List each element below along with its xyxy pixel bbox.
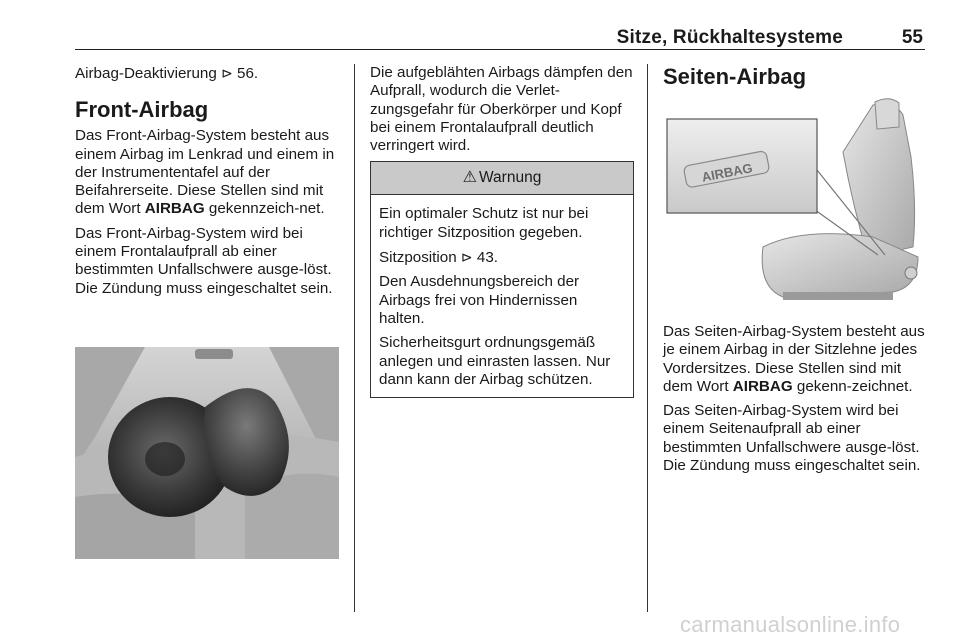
column-divider-1 <box>354 64 355 612</box>
column-right <box>663 64 927 94</box>
airbag-deactivation-ref[interactable]: Airbag-Deaktivierung ⊳ 56. <box>75 65 259 82</box>
page-header <box>75 25 925 50</box>
warning-paragraph-4: Sicherheitsgurt ordnungsgemäß anlegen und einrasten lassen. Nur dann kann der Airbag schützen. <box>379 334 611 388</box>
reference-arrow-icon: ⊳ <box>221 65 233 81</box>
column-middle <box>370 64 634 398</box>
column-right-text <box>663 323 927 481</box>
warning-body <box>371 195 633 397</box>
reference-arrow-icon: ⊳ <box>460 249 473 266</box>
warning-title: Warnung <box>479 169 542 187</box>
warning-paragraph-3: Den Ausdehnungsbereich der Airbags frei von Hindernissen halten. <box>379 273 580 327</box>
warning-paragraph-1: Ein optimaler Schutz ist nur bei richtiger Sitzposition gegeben. <box>379 205 589 241</box>
warning-header <box>371 162 633 195</box>
column-left <box>75 64 345 304</box>
front-airbags-illustration <box>75 347 339 559</box>
watermark[interactable]: carmanualsonline.info <box>680 612 901 637</box>
page-number: 55 <box>901 27 923 48</box>
warning-box <box>370 161 634 398</box>
seat-position-ref[interactable]: Sitzposition ⊳ 43. <box>379 249 498 267</box>
side-airbag-heading: Seiten-Airbag <box>663 64 807 89</box>
airbag-effect-paragraph: Die aufgeblähten Airbags dämpfen den Aufprall, wodurch die Verlet-zungsgefahr für Oberkörper und Kopf bei einem Frontalaufprall deutlich verringert wird. <box>370 64 633 155</box>
section-title: Sitze, Rückhaltesysteme <box>616 27 843 48</box>
side-airbag-seat-illustration <box>663 97 927 311</box>
warning-triangle-icon: ⚠ <box>462 169 477 187</box>
side-airbag-paragraph-2: Das Seiten-Airbag-System wird bei einem Seitenaufprall ab einer bestimmten Unfallschwere ausge-löst. Die Zündung muss eingeschaltet sein. <box>663 402 921 475</box>
seat-airbag-label: AIRBAG <box>700 160 754 185</box>
side-airbag-paragraph-1: Das Seiten-Airbag-System besteht aus je einem Airbag in der Sitzlehne jedes Vordersitzes. Diese Stellen sind mit dem Wort AIRBAG gekenn-zeichnet. <box>663 323 925 395</box>
column-divider-2 <box>647 64 648 612</box>
front-airbag-heading: Front-Airbag <box>75 97 209 123</box>
front-airbag-paragraph-2: Das Front-Airbag-System wird bei einem Frontalaufprall ab einer bestimmten Unfallschwere ausge-löst. Die Zündung muss eingeschaltet sein. <box>75 224 333 297</box>
front-airbag-paragraph-1: Das Front-Airbag-System besteht aus einem Airbag im Lenkrad und einem in der Instrumententafel auf der Beifahrerseite. Diese Stellen sind mit dem Wort AIRBAG gekennzeich-net. <box>75 127 335 218</box>
